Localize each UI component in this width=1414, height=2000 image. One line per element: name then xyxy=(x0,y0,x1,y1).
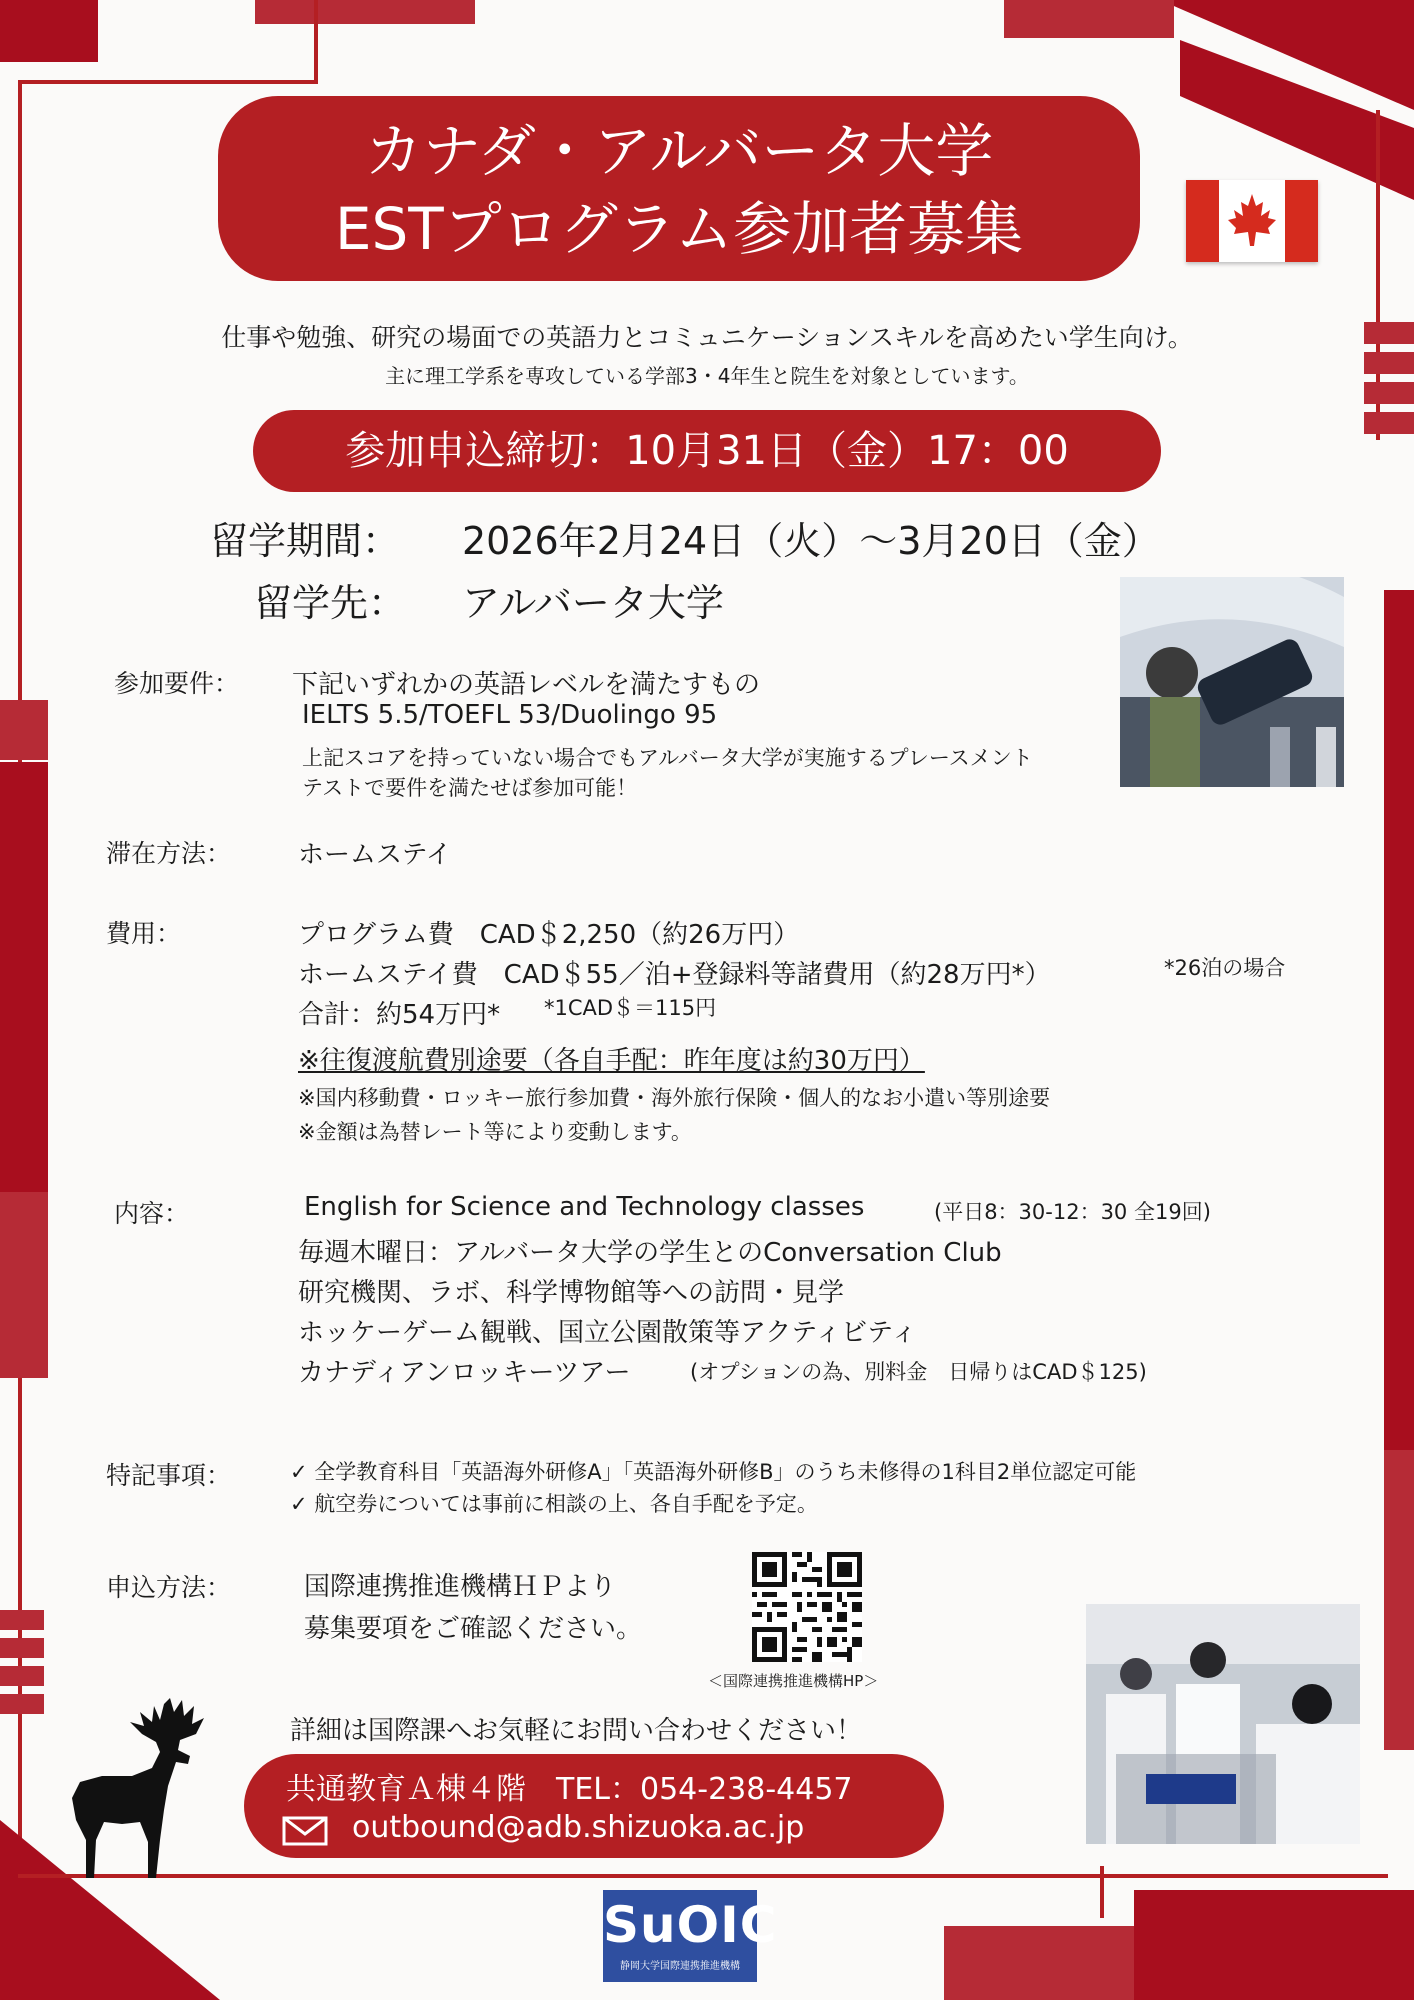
qr-code[interactable] xyxy=(752,1552,862,1662)
inquiry-text: 詳細は国際課へお気軽にお問い合わせください！ xyxy=(290,1716,863,1746)
left-stripes xyxy=(0,1610,44,1630)
cost-homestay: ホームステイ費 CAD＄55／泊+登録料等諸費用（約28万円*） xyxy=(298,960,1051,990)
requirements-label: 参加要件： xyxy=(114,669,240,698)
logo-main-text: SuOIC xyxy=(603,1896,778,1954)
content-item-5: カナディアンロッキーツアー xyxy=(298,1358,631,1388)
stay-value: ホームステイ xyxy=(298,840,452,870)
corner-block-bottom-right xyxy=(944,1926,1164,2000)
moose-silhouette-icon xyxy=(60,1690,220,1880)
qr-caption: ＜国際連携推進機構HP＞ xyxy=(708,1672,879,1690)
content-item-4: ホッケーゲーム観戦、国立公園散策等アクティビティ xyxy=(298,1318,918,1348)
telescope-photo xyxy=(1120,577,1344,787)
destination-label: 留学先： xyxy=(254,581,407,625)
requirements-line-1: 下記いずれかの英語レベルを満たすもの xyxy=(292,670,761,700)
intro-line-2: 主に理工学系を専攻している学部3・4年生と院生を対象としています。 xyxy=(385,364,1029,388)
contact-address-tel: 共通教育Ａ棟４階 TEL：054-238-4457 xyxy=(286,1772,853,1807)
frame-line-top-left xyxy=(18,80,318,84)
cost-airfare: ※往復渡航費別途要（各自手配：昨年度は約30万円） xyxy=(298,1046,925,1076)
apply-label: 申込方法： xyxy=(106,1573,232,1602)
cost-total-note: *1CAD＄＝115円 xyxy=(544,996,717,1020)
requirements-note-2: テストで要件を満たせば参加可能！ xyxy=(302,776,638,800)
content-item-3: 研究機関、ラボ、科学博物館等への訪問・見学 xyxy=(298,1278,845,1308)
cost-other-2: ※金額は為替レート等により変動します。 xyxy=(298,1120,692,1144)
left-stripes-2 xyxy=(0,1638,44,1658)
left-stripes-3 xyxy=(0,1666,44,1686)
notes-item-1: ✓ 全学教育科目「英語海外研修A」「英語海外研修B」のうち未修得の1科目2単位認定可能 xyxy=(290,1460,1137,1484)
content-item-1-note: (平日8：30-12：30 全19回) xyxy=(934,1200,1211,1224)
content-item-5-note: (オプションの為、別料金 日帰りはCAD＄125) xyxy=(690,1360,1147,1384)
stay-label: 滞在方法： xyxy=(106,839,232,868)
suoic-logo xyxy=(603,1890,778,1982)
right-bar xyxy=(1384,590,1414,1450)
deadline-banner: 参加申込締切：10月31日（金）17：00 xyxy=(253,410,1161,492)
right-bar-2 xyxy=(1384,1450,1414,1750)
destination-value: アルバータ大学 xyxy=(462,581,724,625)
corner-block-top-right-2 xyxy=(1004,0,1174,38)
apply-line-1: 国際連携推進機構ＨＰより xyxy=(304,1572,617,1602)
left-bar-3 xyxy=(0,1192,48,1378)
cost-homestay-note: *26泊の場合 xyxy=(1164,956,1286,980)
canada-flag-icon xyxy=(1186,180,1318,262)
frame-line-bottom-right-v xyxy=(1100,1866,1104,1918)
contact-email[interactable]: outbound@adb.shizuoka.ac.jp xyxy=(352,1810,805,1845)
left-bar-2 xyxy=(0,762,48,1192)
requirements-line-2: IELTS 5.5/TOEFL 53/Duolingo 95 xyxy=(302,700,718,730)
left-bar xyxy=(0,700,48,760)
left-stripes-4 xyxy=(0,1694,44,1714)
requirements-note-1: 上記スコアを持っていない場合でもアルバータ大学が実施するプレースメント xyxy=(302,746,1033,770)
cost-other-1: ※国内移動費・ロッキー旅行参加費・海外旅行保険・個人的なお小遣い等別途要 xyxy=(298,1086,1051,1110)
frame-line-bottom xyxy=(18,1874,1388,1878)
period-label: 留学期間： xyxy=(210,519,401,563)
intro-line-1: 仕事や勉強、研究の場面での英語力とコミュニケーションスキルを高めたい学生向け。 xyxy=(221,323,1193,352)
logo-sub-text: 静岡大学国際連携推進機構 xyxy=(620,1961,740,1972)
corner-block-bottom-right-2 xyxy=(1134,1890,1414,2000)
contact-box xyxy=(244,1754,944,1858)
period-value: 2026年2月24日（火）～3月20日（金） xyxy=(462,519,1160,563)
envelope-icon xyxy=(282,1816,328,1846)
content-item-2: 毎週木曜日：アルバータ大学の学生とのConversation Club xyxy=(298,1238,1002,1268)
cost-total: 合計：約54万円* xyxy=(298,1000,501,1030)
frame-line-top-left-v xyxy=(314,0,318,84)
notes-label: 特記事項： xyxy=(106,1461,232,1490)
lab-photo xyxy=(1086,1604,1360,1844)
corner-block-top-left xyxy=(0,0,98,62)
title-line-2: ESTプログラム参加者募集 xyxy=(334,195,1024,263)
content-item-1: English for Science and Technology classes xyxy=(304,1192,865,1222)
corner-block-top-left-2 xyxy=(255,0,475,24)
apply-line-2: 募集要項をご確認ください。 xyxy=(304,1614,643,1644)
notes-item-2: ✓ 航空券については事前に相談の上、各自手配を予定。 xyxy=(290,1492,818,1516)
cost-label: 費用： xyxy=(106,919,182,948)
title-line-1: カナダ・アルバータ大学 xyxy=(364,117,994,185)
cost-program: プログラム費 CAD＄2,250（約26万円） xyxy=(298,920,800,950)
content-label: 内容： xyxy=(114,1199,190,1228)
right-stripes-4 xyxy=(1364,412,1414,434)
title-banner xyxy=(218,96,1140,281)
